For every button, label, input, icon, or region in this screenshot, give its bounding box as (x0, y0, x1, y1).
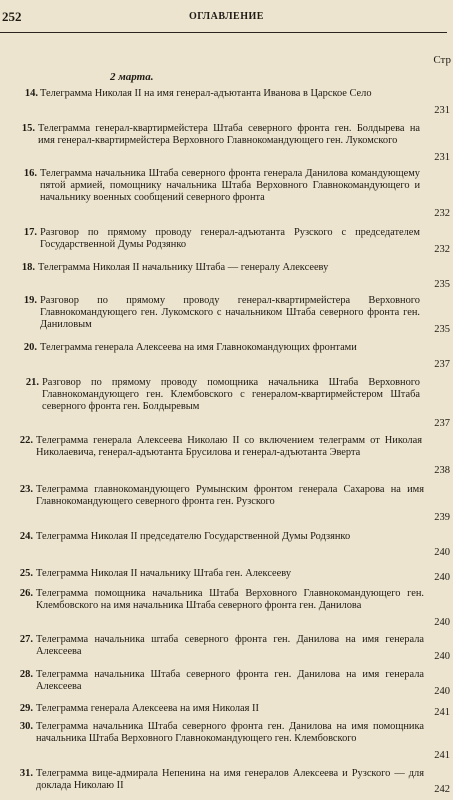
entry-number: 31. (19, 768, 33, 779)
entry-title: Телеграмма помощника начальника Штаба Верховного Главнокомандующего ген. Клембовского на имя начальника Штаба северного фронта ген. Данилова (36, 588, 424, 612)
entry-number: 22. (19, 435, 33, 446)
entry-page-number: 237 (434, 359, 450, 370)
entry-title: Телеграмма генерал-квартирмейстера Штаба северного фронта ген. Болдырева на имя генерал-квартирмейстера Верховного Главнокомандующего ген. Лукомского (38, 123, 420, 147)
entry-title: Телеграмма главнокомандующего Румынским фронтом генерала Сахарова на имя Главнокомандующего северного фронта ген. Рузского (36, 484, 424, 508)
entry-title: Телеграмма Николая II начальнику Штаба — генералу Алексееву (38, 262, 329, 273)
header-rule (0, 32, 447, 33)
entry-page-number: 241 (434, 707, 450, 718)
entry-number: 25. (19, 568, 33, 579)
entry-title: Телеграмма Николая II начальнику Штаба ген. Алексееву (36, 568, 292, 579)
page-number: 252 (2, 9, 22, 24)
entry-title: Телеграмма начальника Штаба северного фронта генерала Данилова командующему пятой армией, помощнику начальника Штаба Верховного Главнокомандующего и начальнику военных сообщений северного фронта (40, 168, 420, 204)
entry-title: Телеграмма начальника Штаба северного фронта ген. Данилова на имя помощника начальника Штаба Верховного Главнокомандующего ген. Клембовского (36, 721, 424, 745)
entry-title: Телеграмма генерала Алексеева на имя Николая II (36, 703, 259, 714)
entry-page-number: 240 (434, 617, 450, 628)
entry-number: 24. (19, 531, 33, 542)
entry-page-number: 241 (434, 750, 450, 761)
entry-title: Телеграмма Николая II на имя генерал-адъютанта Иванова в Царское Село (40, 88, 372, 99)
entry-number: 30. (19, 721, 33, 732)
entry-title: Телеграмма генерала Алексеева Николаю II со включением телеграмм от Николая Николаевича, генерал-адъютанта Брусилова и генерал-адъютанта Эверта (36, 435, 422, 459)
entry-page-number: 239 (434, 512, 450, 523)
entry-number: 29. (19, 703, 33, 714)
entry-page-number: 242 (434, 784, 450, 795)
entry-page-number: 232 (434, 208, 450, 219)
entry-number: 28. (19, 669, 33, 680)
entry-page-number: 240 (434, 651, 450, 662)
entry-page-number: 231 (434, 105, 450, 116)
entry-title: Телеграмма вице-адмирала Непенина на имя генералов Алексеева и Рузского — для доклада Николаю II (36, 768, 424, 792)
entry-page-number: 240 (434, 572, 450, 583)
entry-number: 20. (23, 342, 37, 353)
running-title: ОГЛАВЛЕНИЕ (189, 11, 264, 22)
entry-number: 26. (19, 588, 33, 599)
page-column-heading: Стр (433, 54, 451, 66)
entry-title: Разговор по прямому проводу генерал-адъютанта Рузского с председателем Государственной Думы Родзянко (40, 227, 420, 251)
page-header (0, 0, 453, 34)
entry-number: 14. (24, 88, 38, 99)
entry-title: Телеграмма начальника Штаба северного фронта ген. Данилова на имя генерала Алексеева (36, 669, 424, 693)
entry-page-number: 235 (434, 279, 450, 290)
entry-page-number: 235 (434, 324, 450, 335)
entry-page-number: 240 (434, 547, 450, 558)
entry-title: Разговор по прямому проводу помощника начальника Штаба Верховного Главнокомандующего ген. Клембовского с генералом-квартирмейстером Штаба северного фронта ген. Болдыревым (42, 377, 420, 413)
entry-number: 23. (19, 484, 33, 495)
date-heading: 2 марта. (110, 71, 154, 83)
entry-number: 18. (21, 262, 35, 273)
entry-number: 16. (23, 168, 37, 179)
entry-number: 19. (23, 295, 37, 306)
entry-title: Телеграмма Николая II председателю Государственной Думы Родзянко (36, 531, 351, 542)
entry-number: 27. (19, 634, 33, 645)
entry-page-number: 231 (434, 152, 450, 163)
entry-title: Разговор по прямому проводу генерал-квартирмейстера Верховного Главнокомандующего ген. Лукомского с начальником Штаба северного фронта ген. Даниловым (40, 295, 420, 331)
entry-page-number: 237 (434, 418, 450, 429)
entry-page-number: 232 (434, 244, 450, 255)
entry-title: Телеграмма начальника штаба северного фронта ген. Данилова на имя генерала Алексеева (36, 634, 424, 658)
entry-title: Телеграмма генерала Алексеева на имя Главнокомандующих фронтами (40, 342, 357, 353)
entry-number: 15. (21, 123, 35, 134)
entry-page-number: 240 (434, 686, 450, 697)
entry-number: 17. (23, 227, 37, 238)
entry-number: 21. (25, 377, 39, 388)
entry-page-number: 238 (434, 465, 450, 476)
